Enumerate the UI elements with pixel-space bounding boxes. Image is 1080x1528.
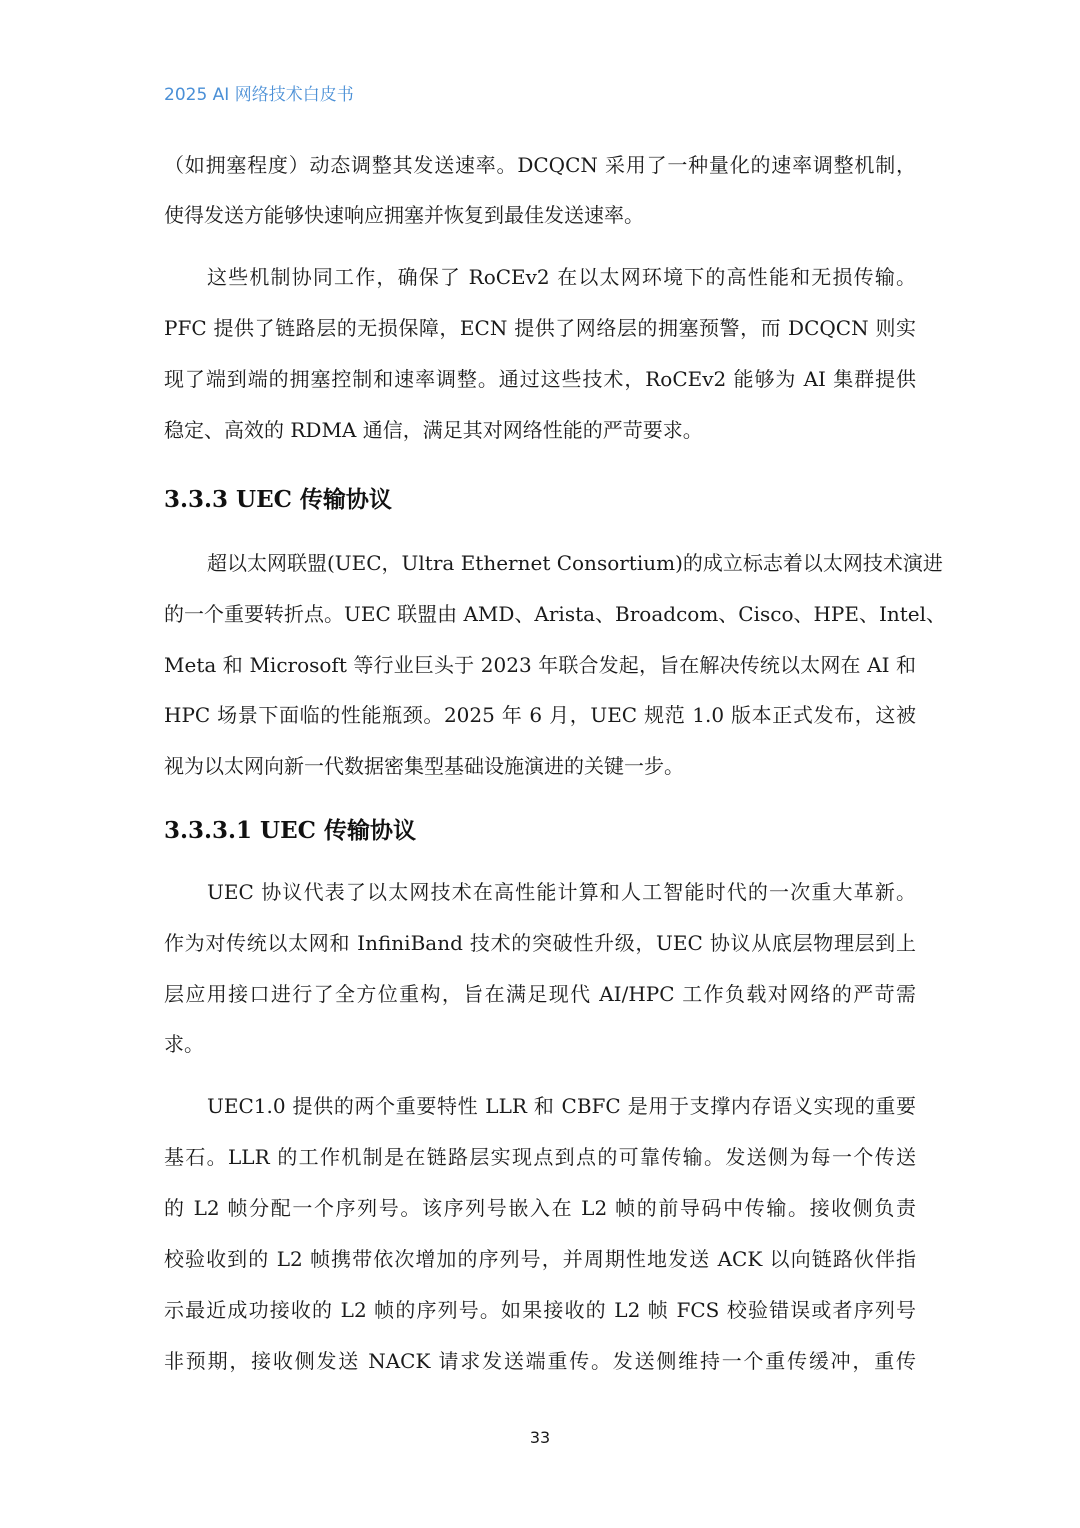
body-line: 稳定、高效的 RDMA 通信，满足其对网络性能的严苛要求。 <box>164 418 703 442</box>
body-line: 示最近成功接收的 L2 帧的序列号。如果接收的 L2 帧 FCS 校验错误或者序列号 <box>164 1298 916 1322</box>
section-heading: 3.3.3 UEC 传输协议 <box>164 486 392 513</box>
body-line: 非预期，接收侧发送 NACK 请求发送端重传。发送侧维持一个重传缓冲，重传 <box>164 1349 916 1373</box>
body-line: HPC 场景下面临的性能瓶颈。2025 年 6 月，UEC 规范 1.0 版本正式发布，这被 <box>164 703 916 727</box>
body-line: 作为对传统以太网和 InfiniBand 技术的突破性升级，UEC 协议从底层物理层到上 <box>164 931 916 955</box>
body-line: 基石。LLR 的工作机制是在链路层实现点到点的可靠传输。发送侧为每一个传送 <box>164 1145 916 1169</box>
body-line: 视为以太网向新一代数据密集型基础设施演进的关键一步。 <box>164 754 684 778</box>
body-line: 层应用接口进行了全方位重构，旨在满足现代 AI/HPC 工作负载对网络的严苛需 <box>164 982 916 1006</box>
page-number: 33 <box>529 1428 551 1447</box>
body-line: （如拥塞程度）动态调整其发送速率。DCQCN 采用了一种量化的速率调整机制， <box>164 153 916 177</box>
body-line: PFC 提供了链路层的无损保障，ECN 提供了网络层的拥塞预警，而 DCQCN 则实 <box>164 316 916 340</box>
body-line: 的 L2 帧分配一个序列号。该序列号嵌入在 L2 帧的前导码中传输。接收侧负责 <box>164 1196 916 1220</box>
body-line: 超以太网联盟(UEC，Ultra Ethernet Consortium)的成立标志着以太网技术演进 <box>207 551 943 575</box>
body-line: 校验收到的 L2 帧携带依次增加的序列号，并周期性地发送 ACK 以向链路伙伴指 <box>164 1247 916 1271</box>
body-line: 的一个重要转折点。UEC 联盟由 AMD、Arista、Broadcom、Cisco、HPE、Intel、 <box>164 602 947 626</box>
running-header: 2025 AI 网络技术白皮书 <box>164 85 354 105</box>
body-line: UEC 协议代表了以太网技术在高性能计算和人工智能时代的一次重大革新。 <box>207 880 916 904</box>
body-line: 求。 <box>164 1032 204 1056</box>
body-line: 这些机制协同工作，确保了 RoCEv2 在以太网环境下的高性能和无损传输。 <box>207 265 916 289</box>
body-line: 现了端到端的拥塞控制和速率调整。通过这些技术，RoCEv2 能够为 AI 集群提供 <box>164 367 916 391</box>
subsection-heading: 3.3.3.1 UEC 传输协议 <box>164 817 416 844</box>
body-line: UEC1.0 提供的两个重要特性 LLR 和 CBFC 是用于支撑内存语义实现的重要 <box>207 1094 916 1118</box>
body-line: 使得发送方能够快速响应拥塞并恢复到最佳发送速率。 <box>164 203 644 227</box>
body-line: Meta 和 Microsoft 等行业巨头于 2023 年联合发起，旨在解决传统以太网在 AI 和 <box>164 653 916 677</box>
